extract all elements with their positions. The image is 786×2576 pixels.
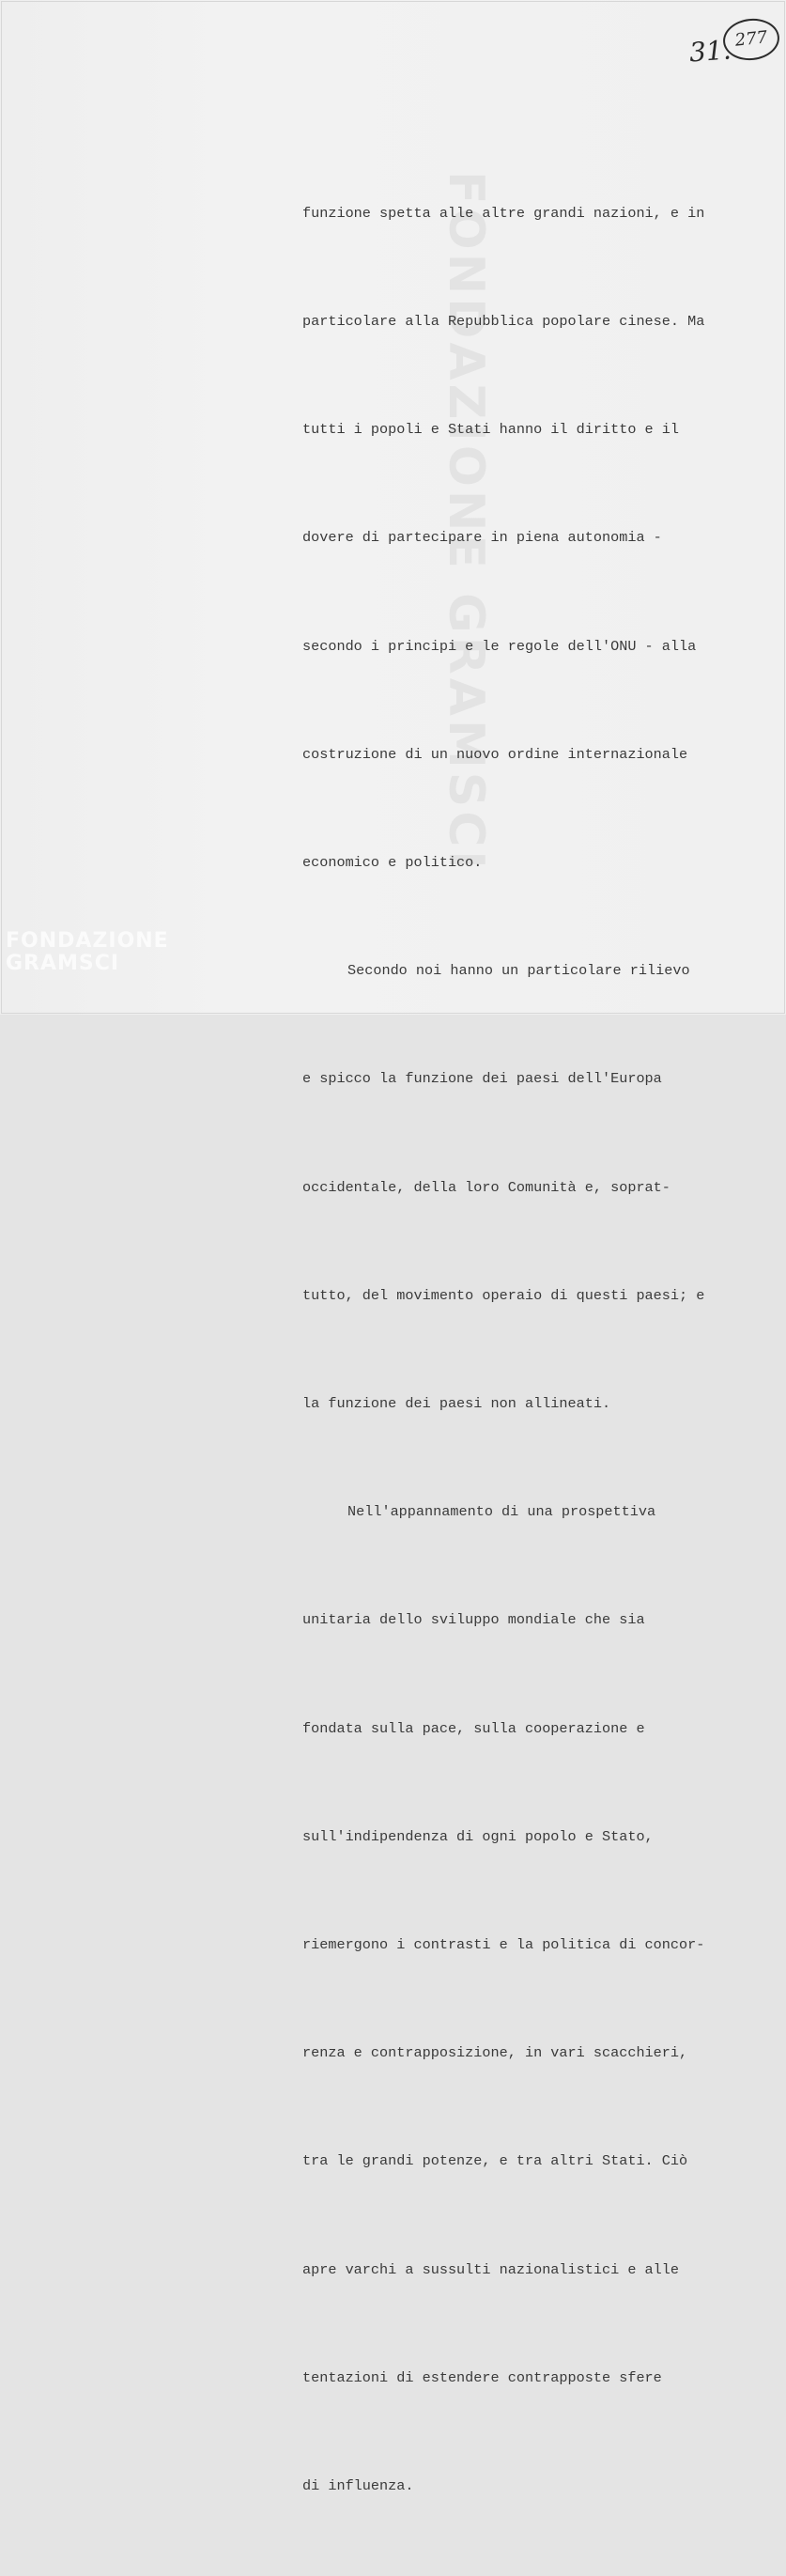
text-line: costruzione di un nuovo ordine internazionale — [302, 745, 688, 763]
text-line: funzione spetta alle altre grandi nazioni, e in — [302, 204, 705, 222]
text-line: di influenza. — [302, 2477, 414, 2495]
text-line: tutto, del movimento operaio di questi paesi; e — [302, 1286, 705, 1304]
text-line: occidentale, della loro Comunità e, soprat- — [302, 1178, 670, 1196]
text-line: apre varchi a sussulti nazionalistici e alle — [302, 2260, 680, 2278]
text-line: la funzione dei paesi non allineati. — [302, 1395, 611, 1413]
text-line: fondata sulla pace, sulla cooperazione e — [302, 1719, 645, 1737]
paragraph-first-line: Secondo noi hanno un particolare rilievo — [347, 962, 690, 980]
page-number: 31. — [687, 34, 732, 69]
text-line: renza e contrapposizione, in vari scacchieri, — [302, 2044, 688, 2062]
archive-number-stamp: 277 — [721, 16, 781, 63]
document-body — [302, 123, 772, 2576]
text-line: sull'indipendenza di ogni popolo e Stato, — [302, 1827, 654, 1845]
text-line: economico e politico. — [302, 854, 483, 872]
text-line: e spicco la funzione dei paesi dell'Europa — [302, 1070, 662, 1088]
text-line: riemergono i contrasti e la politica di concor- — [302, 1936, 705, 1954]
text-line: secondo i principi e le regole dell'ONU - alla — [302, 637, 697, 655]
text-line: unitaria dello sviluppo mondiale che sia — [302, 1611, 645, 1629]
watermark-logo: FONDAZIONE GRAMSCI — [6, 929, 169, 975]
watermark-vertical: FONDAZIONE GRAMSCI — [438, 170, 494, 873]
text-line: dovere di partecipare in piena autonomia - — [302, 529, 662, 547]
text-line: tutti i popoli e Stati hanno il diritto e il — [302, 421, 680, 439]
text-line: tentazioni di estendere contrapposte sfere — [302, 2368, 662, 2386]
text-line: particolare alla Repubblica popolare cinese. Ma — [302, 313, 705, 331]
paragraph-first-line: Nell'appannamento di una prospettiva — [347, 1503, 656, 1521]
text-line: tra le grandi potenze, e tra altri Stati. Ciò — [302, 2152, 688, 2170]
